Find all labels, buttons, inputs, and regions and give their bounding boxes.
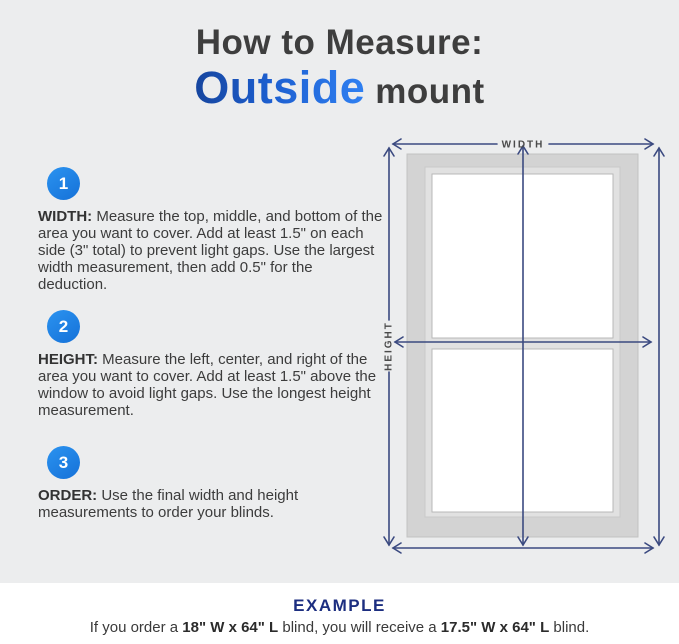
example-heading: EXAMPLE: [293, 596, 386, 615]
example-prefix: If you order a: [89, 619, 183, 636]
title-highlight: Outside: [194, 61, 366, 113]
step-order: [38, 446, 386, 521]
title-line2: [0, 61, 679, 113]
step-3-label: ORDER:: [38, 487, 98, 504]
step-2-text: [38, 351, 386, 419]
page-title: [0, 24, 679, 111]
step-3-body: Use the final width and height measurements to order your blinds.: [38, 487, 299, 521]
step-3-badge: 3: [47, 446, 80, 479]
example-receive-size: 17.5" W x 64" L: [440, 619, 550, 636]
step-2-label: HEIGHT:: [38, 351, 98, 368]
step-1-text: [38, 208, 386, 293]
example-sentence: [0, 619, 679, 636]
step-2-body: Measure the left, center, and right of the area you want to cover. Add at least 1.5" above the window to avoid light gaps. Use the longest height measurement.: [38, 351, 377, 419]
step-1-label: WIDTH:: [38, 208, 93, 225]
width-label: WIDTH: [501, 139, 545, 151]
example-order-size: 18" W x 64" L: [182, 619, 279, 636]
example-section: [0, 583, 679, 644]
step-3-text: [38, 487, 386, 521]
height-label: HEIGHT: [383, 321, 395, 371]
window-measure-diagram: [375, 130, 675, 570]
step-height: [38, 310, 386, 419]
step-1-badge: 1: [47, 167, 80, 200]
title-suffix: mount: [375, 71, 485, 111]
step-1-body: Measure the top, middle, and bottom of the area you want to cover. Add at least 1.5" on each side (3" total) to prevent light gaps. Use the largest width measurement, then add 0.5" for the deduction.: [38, 208, 383, 293]
example-suffix: blind.: [549, 619, 590, 636]
example-middle: blind, you will receive a: [278, 619, 441, 636]
step-width: [38, 167, 386, 293]
step-2-badge: 2: [47, 310, 80, 343]
title-line1: How to Measure:: [195, 23, 484, 62]
window-diagram-svg: [375, 130, 675, 570]
